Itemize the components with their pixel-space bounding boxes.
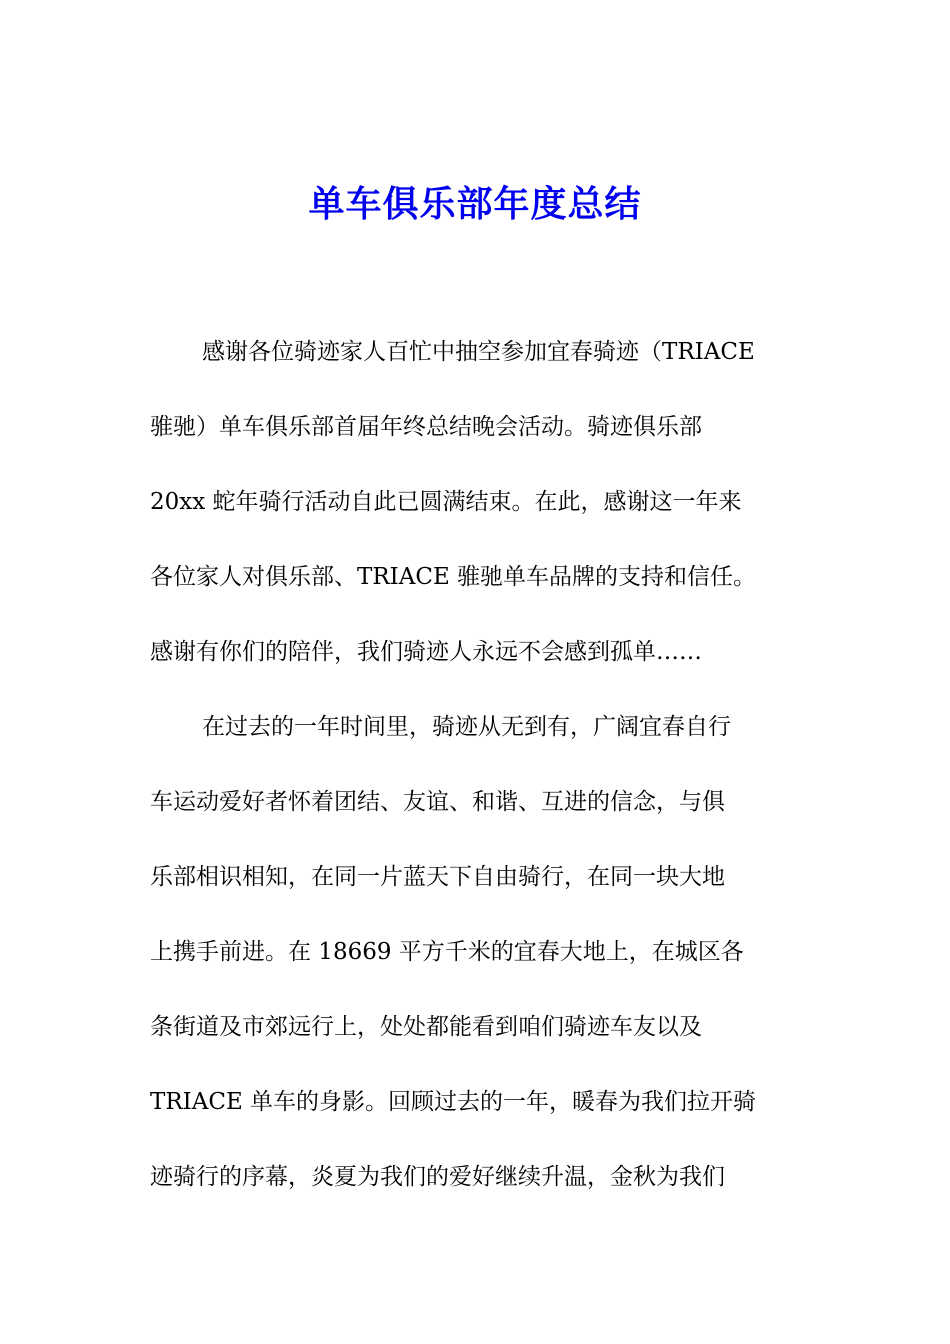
- paragraph-2-line-1: 在过去的一年时间里，骑迹从无到有，广阔宜春自行: [202, 714, 731, 740]
- paragraph-2-line-6: TRIACE 单车的身影。回顾过去的一年，暖春为我们拉开骑: [150, 1089, 757, 1115]
- document-title: 单车俱乐部年度总结: [308, 183, 642, 225]
- paragraph-1-line-5: 感谢有你们的陪伴，我们骑迹人永远不会感到孤单……: [150, 639, 702, 665]
- document-body: [150, 324, 800, 1224]
- paragraph-2-line-3: 乐部相识相知，在同一片蓝天下自由骑行，在同一块大地: [150, 864, 725, 890]
- paragraph-1-line-3: 20xx 蛇年骑行活动自此已圆满结束。在此，感谢这一年来: [150, 489, 742, 515]
- paragraph-1-line-1: 感谢各位骑迹家人百忙中抽空参加宜春骑迹（TRIACE: [202, 339, 755, 365]
- paragraph-2-line-5: 条街道及市郊远行上，处处都能看到咱们骑迹车友以及: [150, 1014, 702, 1040]
- paragraph-1-line-4: 各位家人对俱乐部、TRIACE 骓驰单车品牌的支持和信任。: [150, 564, 757, 590]
- paragraph-1-line-2: 骓驰）单车俱乐部首届年终总结晚会活动。骑迹俱乐部: [150, 414, 702, 440]
- paragraph-2-line-4: 上携手前进。在 18669 平方千米的宜春大地上，在城区各: [150, 939, 744, 965]
- paragraph-2-line-2: 车运动爱好者怀着团结、友谊、和谐、互进的信念，与俱: [150, 789, 725, 815]
- paragraph-2-line-7: 迹骑行的序幕，炎夏为我们的爱好继续升温，金秋为我们: [150, 1164, 725, 1190]
